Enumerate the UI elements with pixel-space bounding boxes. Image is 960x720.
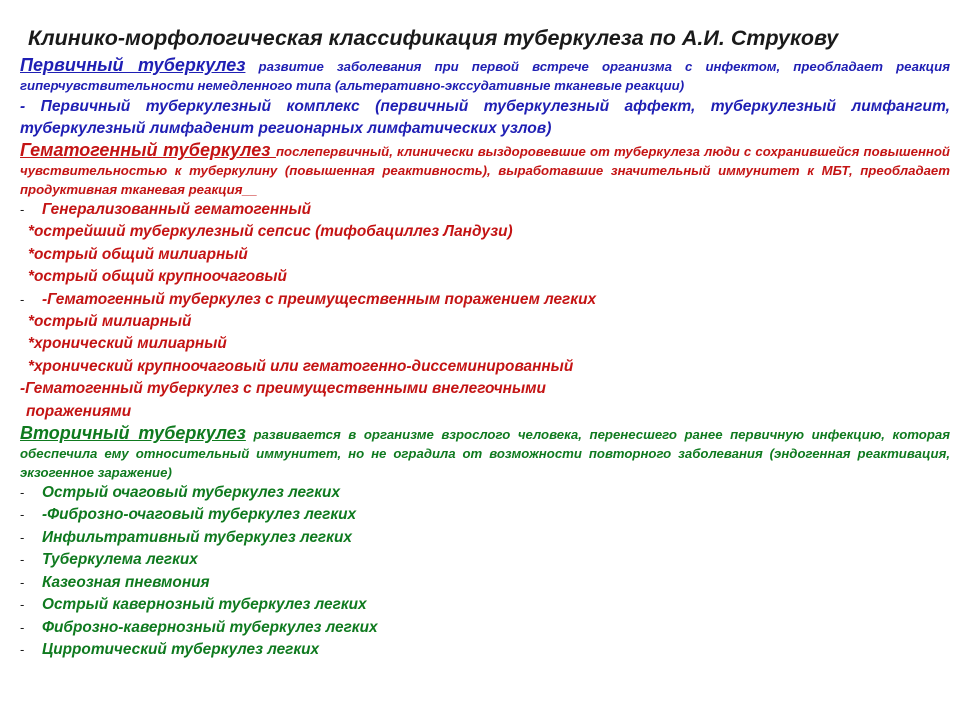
primary-text: развитие заболевания при первой встрече организма с инфектом, преобладает реакция гиперчувствительности немедленного типа (альтеративно-экссудативные тканевые реакции) [20, 59, 951, 93]
list-item [20, 244, 950, 266]
list-item-text: Туберкулема легких [42, 551, 198, 569]
list-item [20, 639, 950, 661]
list-dash: - [20, 202, 25, 217]
hematogenous-extra-line2: поражениями [26, 402, 132, 420]
list-dash: - [20, 507, 25, 523]
list-item-text: *хронический крупноочаговый или гематогенно-диссеминированный [28, 357, 574, 375]
hematogenous-heading: Гематогенный туберкулез [20, 140, 276, 160]
slide-title: Клинико-морфологическая классификация туберкулеза по А.И. Струкову [28, 26, 839, 50]
list-dash: - [20, 291, 25, 307]
list-item [20, 549, 950, 571]
list-dash: - [20, 552, 25, 568]
list-dash: - [20, 529, 25, 545]
list-item-text: *острейший туберкулезный сепсис (тифобациллез Ландузи) [28, 223, 513, 241]
list-item [20, 527, 950, 549]
list-item [20, 356, 950, 378]
secondary-heading: Вторичный туберкулез [20, 423, 246, 444]
list-item [20, 482, 950, 504]
list-item [20, 333, 950, 355]
hematogenous-trail: __ [242, 182, 258, 197]
list-dash: - [20, 485, 25, 501]
list-dash: - [20, 619, 25, 635]
list-item-text: Острый очаговый туберкулез легких [42, 484, 341, 502]
list-item-text: -Фиброзно-очаговый туберкулез легких [42, 506, 357, 524]
list-item-text: Цирротический туберкулез легких [42, 640, 320, 658]
list-item-text: *хронический милиарный [28, 335, 227, 353]
list-item [20, 199, 950, 221]
list-item-text: Генерализованный гематогенный [42, 201, 312, 218]
hematogenous-text: послепервичный, клинически выздоровевшие от туберкулеза люди с сохранившейся повышенной чувствительностью к туберкулину (повышенная реактивность), выработавшие значительный иммунитет к МБТ, преобладает продуктивная тканевая реакция [20, 144, 950, 197]
slide-content [20, 56, 950, 661]
secondary-text: развивается в организме взрослого человека, перенесшего ранее первичную инфекцию, которая обеспечила ему относительный иммунитет, но не оградила от возможности повторного заболевания (эндогенная реактивация, экзогенное заражение) [20, 427, 951, 481]
hematogenous-list [20, 199, 950, 378]
list-item [20, 504, 950, 526]
list-item-text: Инфильтративный туберкулез легких [42, 528, 352, 546]
list-item [20, 266, 950, 288]
list-item [20, 572, 950, 594]
list-dash: - [20, 641, 25, 657]
list-item-text: Фиброзно-кавернозный туберкулез легких [42, 618, 378, 636]
primary-paragraph [20, 56, 950, 95]
list-item-text: *острый общий милиарный [28, 245, 248, 263]
list-item-text: *острый милиарный [28, 313, 192, 331]
list-item-text: Острый кавернозный туберкулез легких [42, 596, 367, 614]
list-dash: - [20, 597, 25, 613]
list-item [20, 594, 950, 616]
list-item [20, 221, 950, 243]
list-item [20, 289, 950, 311]
list-dash: - [20, 574, 25, 590]
primary-heading: Первичный туберкулез [20, 55, 246, 75]
secondary-paragraph [20, 424, 950, 482]
primary-complex: - Первичный туберкулезный комплекс (первичный туберкулезный аффект, туберкулезный лимфангит, туберкулезный лимфаденит регионарных лимфатических узлов) [20, 98, 950, 137]
list-item-text: Казеозная пневмония [42, 573, 210, 591]
hematogenous-extra-line1: -Гематогенный туберкулез с преимущественными внелегочными [20, 380, 546, 398]
list-item-text: -Гематогенный туберкулез с преимущественным поражением легких [42, 290, 597, 308]
list-item [20, 311, 950, 333]
hematogenous-paragraph [20, 141, 950, 199]
list-item-text: *острый общий крупноочаговый [28, 268, 287, 286]
secondary-list [20, 482, 950, 661]
list-item [20, 617, 950, 639]
